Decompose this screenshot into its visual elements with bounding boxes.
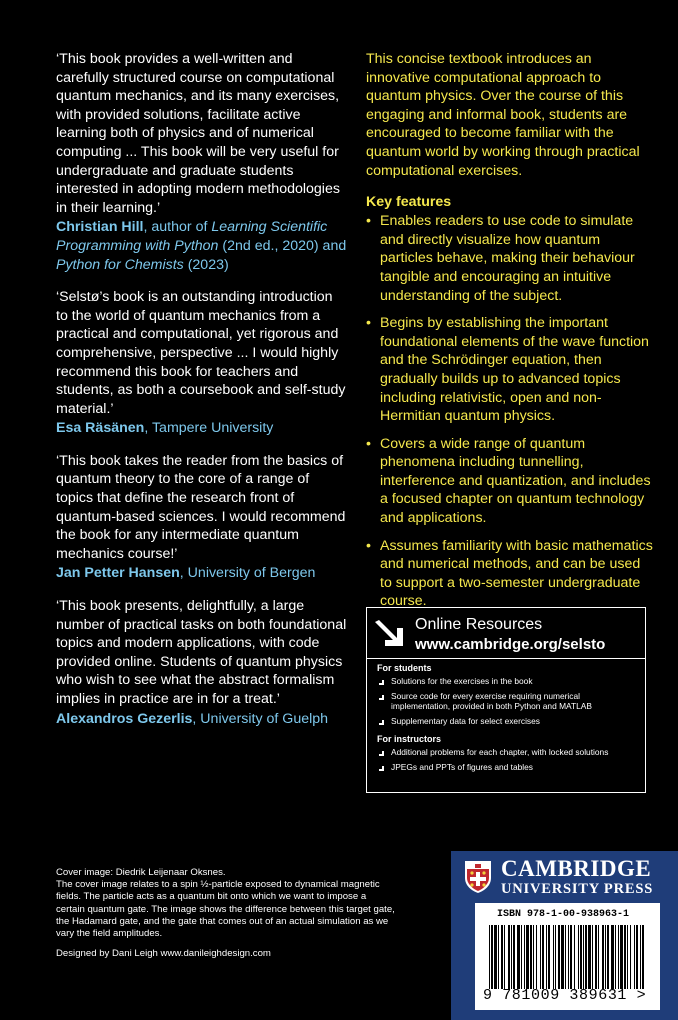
barcode-bar [602, 925, 604, 989]
barcode-bars [489, 925, 647, 989]
barcode-bar [630, 925, 631, 989]
quote-author: Esa Räsänen [56, 420, 145, 437]
feature-item: • Begins by establishing the important foundational elements of the wave function and the Schrödinger equation, then gradually builds up to advanced topics including relativistic, open and non-Hermitian quantum physics. [366, 314, 656, 426]
barcode-bar [568, 925, 569, 989]
online-resources-box [366, 607, 646, 793]
barcode-bar [578, 925, 579, 989]
publisher-subname: UNIVERSITY PRESS [501, 881, 654, 897]
quote-attribution: Alexandros Gezerlis, University of Guelph [56, 710, 329, 727]
quote-author: Alexandros Gezerlis [56, 710, 193, 727]
publisher-name: CAMBRIDGE [501, 856, 652, 881]
barcode-bar [546, 925, 547, 989]
isbn-label: ISBN 978-1-00-938963-1 [497, 909, 630, 920]
barcode-bar [624, 925, 626, 989]
resource-item: Source code for every exercise requiring numerical implementation, provided in both Python and MATLAB [377, 691, 639, 712]
quote-2 [56, 288, 348, 438]
barcode-bar [605, 925, 606, 989]
arrow-icon [377, 677, 385, 685]
barcode-bar [636, 925, 638, 989]
cover-image-credit: Cover image: Diedrik Leijenaar Oksnes. [56, 867, 226, 878]
feature-item: • Covers a wide range of quantum phenomena including tunnelling, interference and quantization, and includes a focused chapter on quantum technology and applications. [366, 435, 656, 528]
barcode-bar [558, 925, 560, 989]
barcode-bar [530, 925, 532, 989]
barcode-bar [494, 925, 497, 989]
barcode-bar [533, 925, 534, 989]
barcode-bar [501, 925, 503, 989]
barcode-bar [585, 925, 587, 989]
barcode-bar [588, 925, 591, 989]
resource-item: JPEGs and PPTs of figures and tables [377, 762, 639, 773]
barcode-bar [642, 925, 644, 989]
quote-text: ‘Selstø’s book is an outstanding introduction to the world of quantum mechanics from a practical and computational, yet rigorous and comprehensive, perspective ... I would highly recommend this book for teachers and students, as both a coursebook and self-study material.’ [56, 289, 346, 417]
description-column [366, 50, 656, 620]
barcode-bar [540, 925, 541, 989]
quote-text: ‘This book provides a well-written and carefully structured course on computational quantum mechanics, and its many exercises, with provided solutions, facilitate active learning both of physics and of numerical computing ... This book will be very useful for undergraduate and graduate students interested in adopting modern methodologies in their learning.’ [56, 51, 340, 216]
barcode-bar [498, 925, 499, 989]
cover-image-description: The cover image relates to a spin ½-particle exposed to dynamical magnetic fields. The particle acts as a quantum bit onto which we want to impose a certain quantum gate. The image shows the difference between this target gate, the Hadamard gate, and the gate that comes out of an actual simulation as we vary the field amplitudes. [56, 879, 395, 940]
arrow-icon [377, 717, 385, 725]
barcode-bar [524, 925, 525, 989]
book-title: Python for Chemists [56, 256, 184, 273]
instructors-heading: For instructors [377, 734, 442, 744]
quote-author: Jan Petter Hansen [56, 565, 180, 582]
barcode-bar [570, 925, 572, 989]
quote-4 [56, 597, 348, 728]
barcode-bar [618, 925, 619, 989]
isbn-barcode [475, 903, 660, 1010]
barcode-bar [595, 925, 597, 989]
barcode-bar [574, 925, 575, 989]
endorsements [56, 50, 348, 742]
university-crest-icon [464, 860, 492, 894]
arrow-icon [377, 763, 385, 771]
barcode-bar [548, 925, 550, 989]
key-features-list [366, 212, 656, 611]
barcode-bar [553, 925, 554, 989]
barcode-bar [583, 925, 584, 989]
quote-attribution: Esa Räsänen, Tampere University [56, 420, 274, 437]
online-resources-url[interactable]: www.cambridge.org/selsto [415, 636, 606, 653]
barcode-bar [491, 925, 493, 989]
barcode-bar [615, 925, 616, 989]
barcode-bar [526, 925, 529, 989]
barcode-bar [536, 925, 537, 989]
barcode-bar [511, 925, 512, 989]
arrow-icon [377, 748, 385, 756]
barcode-bar [607, 925, 609, 989]
online-resources-header [367, 608, 645, 659]
feature-item: • Assumes familiarity with basic mathematics and numerical methods, and can be used to support a two-semester undergraduate course. [366, 537, 656, 611]
barcode-bar [561, 925, 564, 989]
online-resources-title: Online Resources [415, 616, 543, 633]
barcode-bar [517, 925, 520, 989]
barcode-bar [611, 925, 614, 989]
barcode-bar [627, 925, 628, 989]
quote-3 [56, 452, 348, 583]
key-features-heading: Key features [366, 194, 452, 211]
barcode-bar [598, 925, 599, 989]
quote-attribution: Christian Hill, author of Learning Scientific Programming with Python (2nd ed., 2020) and Python for Chemists (2023) [56, 219, 347, 273]
resource-item: Supplementary data for select exercises [377, 716, 639, 727]
barcode-bar [489, 925, 490, 989]
quote-author: Christian Hill [56, 219, 144, 236]
feature-item: • Enables readers to use code to simulate and directly visualize how quantum particles behave, making their behaviour tangible and encouraging an intuitive understanding of the subject. [366, 212, 656, 305]
quote-attribution: Jan Petter Hansen, University of Bergen [56, 565, 316, 582]
resource-item: Solutions for the exercises in the book [377, 676, 639, 687]
arrow-icon [373, 616, 407, 650]
barcode-bar [555, 925, 556, 989]
book-description: This concise textbook introduces an innovative computational approach to quantum physics. Over the course of this engaging and informal book, students are encouraged to become familiar with the quantum world by working through practical computational exercises. [366, 51, 640, 179]
designer-credit: Designed by Dani Leigh www.danileighdesign.com [56, 948, 271, 960]
barcode-bar [620, 925, 623, 989]
barcode-bar [565, 925, 566, 989]
barcode-bar [580, 925, 582, 989]
quote-text: ‘This book takes the reader from the basics of quantum theory to the core of a range of topics that define the research front of quantum-based sciences. I would recommend the book for any intermediate quantum mechanics course!’ [56, 452, 346, 562]
quote-text: ‘This book presents, delightfully, a large number of practical tasks on both foundational topics and modern applications, with code provided online. Students of quantum physics who wish to see what the abstract formalism implies in practice are in for a treat.’ [56, 598, 347, 707]
barcode-digits: 9 781009 389631 > [483, 987, 647, 1004]
barcode-bar [508, 925, 510, 989]
barcode-bar [542, 925, 544, 989]
students-heading: For students [377, 663, 432, 673]
barcode-bar [504, 925, 505, 989]
barcode-bar [640, 925, 641, 989]
barcode-bar [513, 925, 515, 989]
barcode-bar [521, 925, 522, 989]
online-resources-list [377, 663, 639, 776]
arrow-icon [377, 692, 385, 700]
quote-1 [56, 50, 348, 274]
resource-item: Additional problems for each chapter, with locked solutions [377, 747, 639, 758]
barcode-bar [592, 925, 593, 989]
book-title: Learning Scientific Programming with Python [56, 219, 328, 254]
barcode-bar [634, 925, 635, 989]
cover-credits [56, 867, 396, 960]
